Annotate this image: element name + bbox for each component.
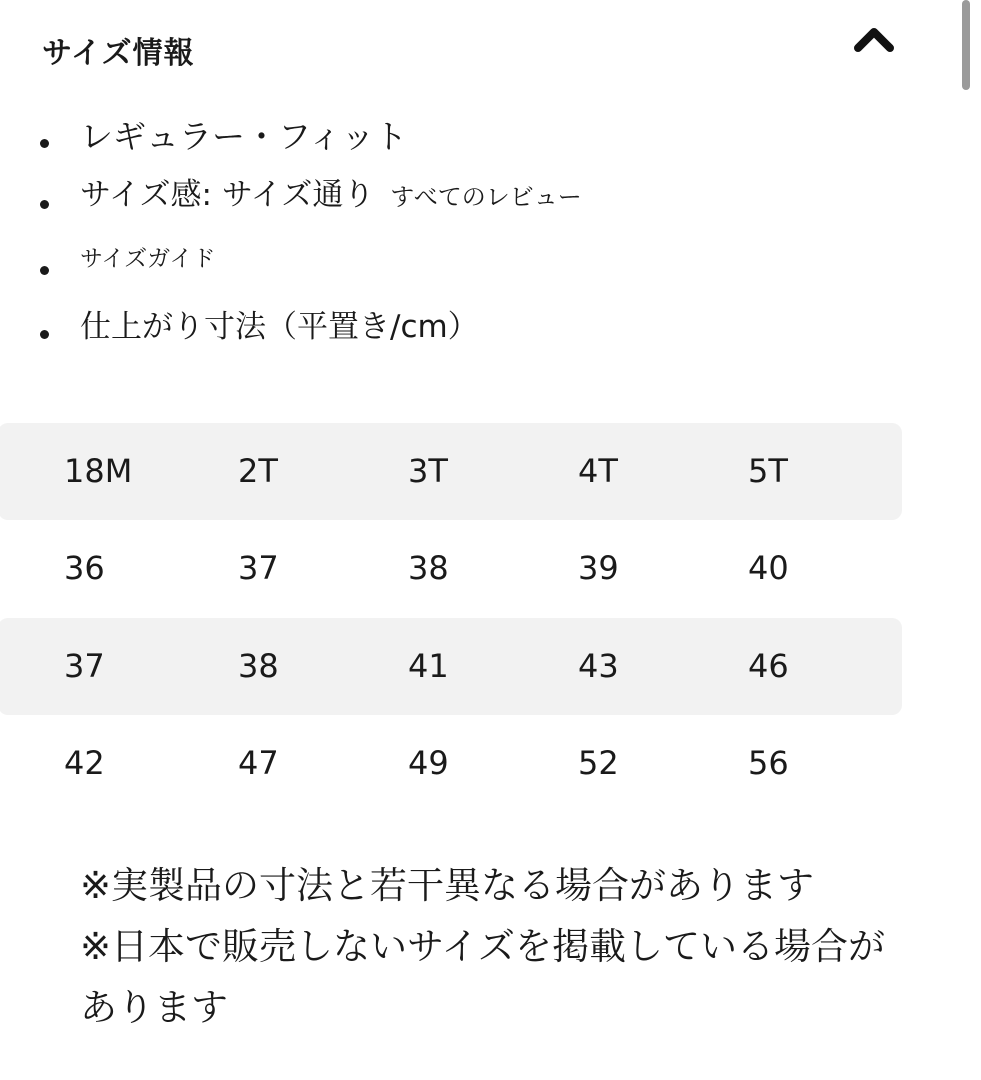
table-cell: 47 [238,744,279,782]
table-cell: 46 [748,647,789,685]
size-notes [80,855,900,1038]
note-line: ※実製品の寸法と若干異なる場合があります [80,864,815,907]
table-cell: 37 [64,647,105,685]
header-cell: 18M [64,452,133,490]
fit-text: レギュラー・フィット [80,117,408,156]
header-cell: 3T [408,452,448,490]
size-guide-link[interactable]: サイズガイド [80,246,216,272]
list-item-measurements [40,304,582,364]
bullet-icon [40,330,49,339]
size-feel-text: サイズ感: サイズ通り [80,177,375,213]
table-cell: 38 [408,549,449,587]
list-item-size-feel [40,172,582,236]
header-cell: 4T [578,452,618,490]
measurements-title: 仕上がり寸法（平置き/cm） [80,309,479,345]
table-row [0,618,902,715]
header-cell: 5T [748,452,788,490]
table-header-row [0,423,902,520]
chevron-up-icon[interactable] [852,24,896,54]
note-line: ※日本で販売しないサイズを掲載している場合があります [80,925,886,1029]
table-row [0,715,902,812]
table-cell: 40 [748,549,789,587]
table-cell: 36 [64,549,105,587]
table-cell: 43 [578,647,619,685]
table-cell: 42 [64,744,105,782]
table-cell: 49 [408,744,449,782]
size-table[interactable] [64,423,902,815]
table-cell: 56 [748,744,789,782]
table-cell: 39 [578,549,619,587]
size-info-list [40,114,582,364]
list-item-fit [40,114,582,172]
table-cell: 41 [408,647,449,685]
scrollbar[interactable] [962,0,970,90]
table-cell: 37 [238,549,279,587]
all-reviews-link[interactable]: すべてのレビュー [390,183,582,211]
bullet-icon [40,200,49,209]
table-cell: 52 [578,744,619,782]
size-info-header[interactable] [0,0,981,100]
section-title: サイズ情報 [42,36,195,71]
list-item-size-guide[interactable] [40,236,582,304]
header-cell: 2T [238,452,278,490]
table-row [0,520,902,617]
table-cell: 38 [238,647,279,685]
bullet-icon [40,139,49,148]
bullet-icon [40,266,49,275]
